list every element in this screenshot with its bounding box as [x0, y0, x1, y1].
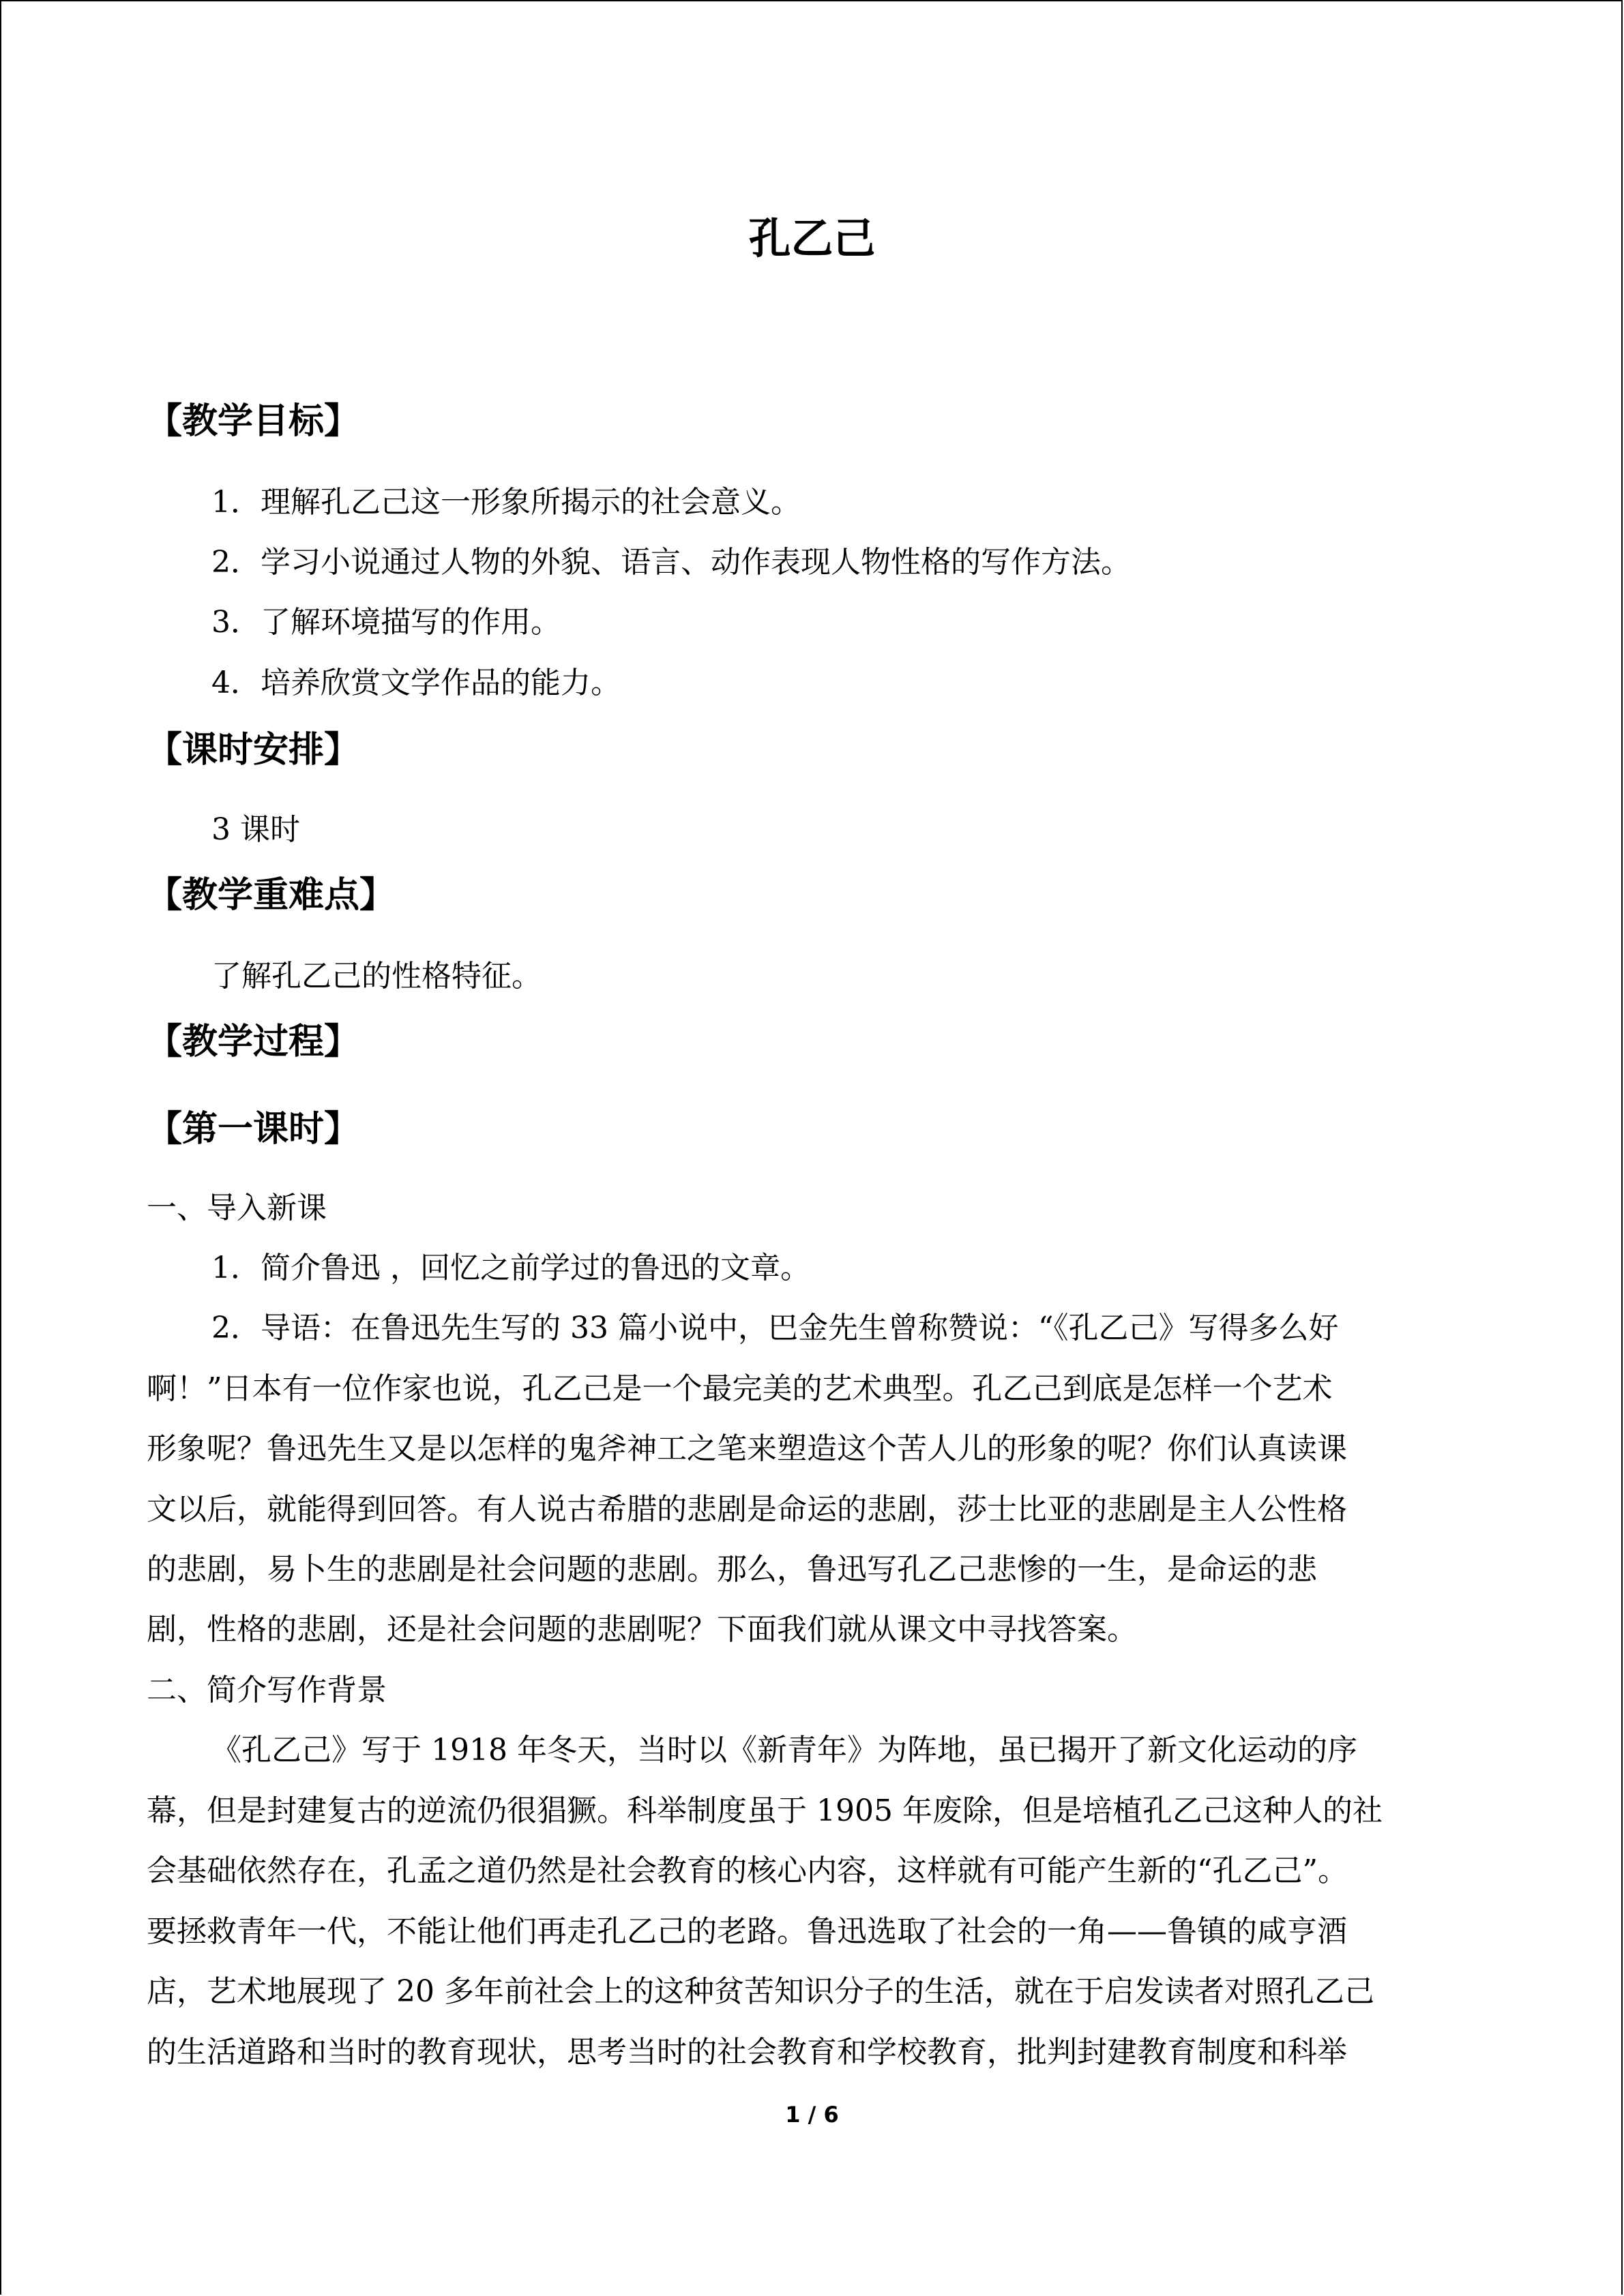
paragraph-line: 《孔乙己》写于 1918 年冬天，当时以《新青年》为阵地，虽已揭开了新文化运动的序 [211, 1733, 1357, 1768]
goal-item: 4．培养欣赏文学作品的能力。 [211, 666, 621, 700]
goal-item: 2．学习小说通过人物的外貌、语言、动作表现人物性格的写作方法。 [211, 545, 1131, 580]
paragraph-line: 剧，性格的悲剧，还是社会问题的悲剧呢？下面我们就从课文中寻找答案。 [147, 1612, 1137, 1647]
paragraph-line: 要拯救青年一代，不能让他们再走孔乙己的老路。鲁迅选取了社会的一角——鲁镇的咸亨酒 [147, 1914, 1347, 1949]
paragraph-line: 形象呢？鲁迅先生又是以怎样的鬼斧神工之笔来塑造这个苦人儿的形象的呢？你们认真读课 [147, 1431, 1347, 1466]
paragraph-line: 1．简介鲁迅 ，回忆之前学过的鲁迅的文章。 [211, 1251, 810, 1285]
document-title: 孔乙己 [748, 213, 876, 263]
paragraph-line: 啊！”日本有一位作家也说，孔乙己是一个最完美的艺术典型。孔乙己到底是怎样一个艺术 [147, 1371, 1333, 1406]
part2-title: 二、简介写作背景 [147, 1673, 387, 1708]
goal-item: 1．理解孔乙己这一形象所揭示的社会意义。 [211, 485, 801, 520]
page-number: 1 / 6 [785, 2102, 839, 2128]
key-points-heading: 【教学重难点】 [147, 875, 396, 916]
paragraph-line: 幕，但是封建复古的逆流仍很猖獗。科举制度虽于 1905 年废除，但是培植孔乙己这种人的社 [147, 1793, 1383, 1828]
paragraph-line: 会基础依然存在，孔孟之道仍然是社会教育的核心内容，这样就有可能产生新的“孔乙己”。 [147, 1853, 1348, 1888]
goal-item: 3．了解环境描写的作用。 [211, 605, 561, 640]
key-points-text: 了解孔乙己的性格特征。 [211, 959, 542, 994]
paragraph-line: 的悲剧，易卜生的悲剧是社会问题的悲剧。那么，鲁迅写孔乙己悲惨的一生，是命运的悲 [147, 1552, 1317, 1587]
schedule-text: 3 课时 [211, 812, 300, 847]
paragraph-line: 店，艺术地展现了 20 多年前社会上的这种贫苦知识分子的生活，就在于启发读者对照孔乙己 [147, 1974, 1374, 2009]
paragraph-line: 2．导语：在鲁迅先生写的 33 篇小说中，巴金先生曾称赞说：“《孔乙己》写得多么好 [211, 1311, 1339, 1345]
part1-title: 一、导入新课 [147, 1191, 327, 1225]
schedule-heading: 【课时安排】 [147, 730, 360, 771]
process-heading: 【教学过程】 [147, 1022, 360, 1062]
paragraph-line: 文以后，就能得到回答。有人说古希腊的悲剧是命运的悲剧，莎士比亚的悲剧是主人公性格 [147, 1492, 1347, 1527]
paragraph-line: 的生活道路和当时的教育现状，思考当时的社会教育和学校教育，批判封建教育制度和科举 [147, 2035, 1347, 2070]
lesson1-heading: 【第一课时】 [147, 1109, 360, 1150]
goals-heading: 【教学目标】 [147, 401, 360, 442]
